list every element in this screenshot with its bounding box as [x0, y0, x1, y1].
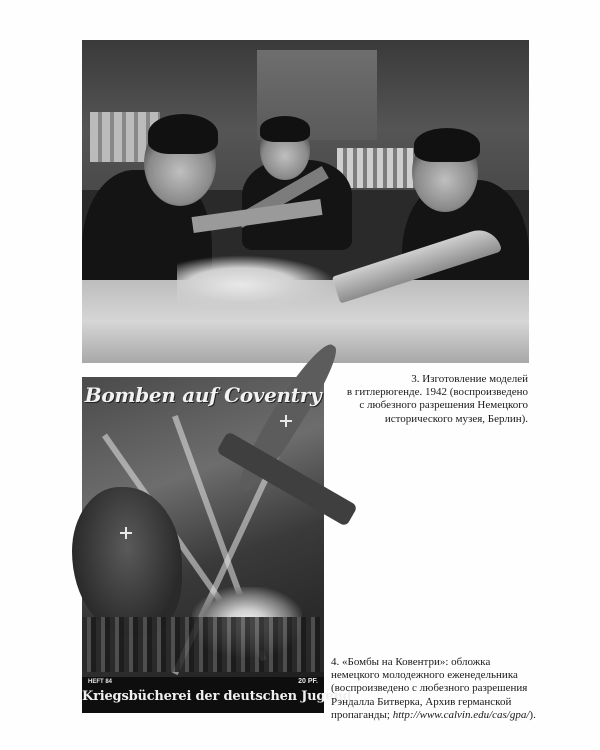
poster-burning-city — [82, 617, 324, 672]
photo-wood-scraps — [177, 255, 337, 315]
poster-title: Bomben auf Coventry — [84, 383, 322, 407]
poster-cross-marking-icon — [120, 527, 132, 539]
caption-4-line: 4. «Бомбы на Ковентри»: обложка — [331, 656, 491, 668]
poster-bomben-auf-coventry — [82, 377, 352, 713]
figure-4-caption — [331, 656, 537, 722]
caption-4-line: Рэндалла Битверка, Архив германской — [331, 695, 512, 708]
caption-4-line: немецкого молодежного еженедельника — [331, 669, 518, 682]
poster-price: 20 PF. — [298, 678, 318, 685]
poster-cross-marking-icon — [280, 415, 292, 427]
caption-3-line: в гитлерюгенде. 1942 (воспроизведено — [346, 386, 528, 399]
caption-3-line: 3. Изготовление моделей — [411, 373, 528, 385]
photo-boy-right-hair — [414, 128, 480, 162]
caption-4-line — [331, 709, 537, 722]
poster-series-title: Kriegsbücherei der deutschen Jugend — [82, 689, 352, 704]
archive-url-link[interactable]: http://www.calvin.edu/cas/gpa/ — [392, 708, 530, 721]
photo-boy-left-hair — [148, 114, 218, 154]
caption-4-line: (воспроизведено с любезного разрешения — [331, 682, 528, 695]
caption-3-line: с любезного разрешения Немецкого — [359, 399, 528, 412]
caption-4-text: пропаганды; — [331, 708, 390, 721]
photo-boy-middle-hair — [260, 116, 310, 142]
caption-4-text-end: ). — [529, 708, 536, 721]
caption-3-line: исторического музея, Берлин). — [384, 412, 528, 425]
photo-model-building — [82, 40, 529, 363]
figure-3-caption — [338, 373, 528, 426]
poster-issue-number: HEFT 84 — [88, 679, 113, 685]
